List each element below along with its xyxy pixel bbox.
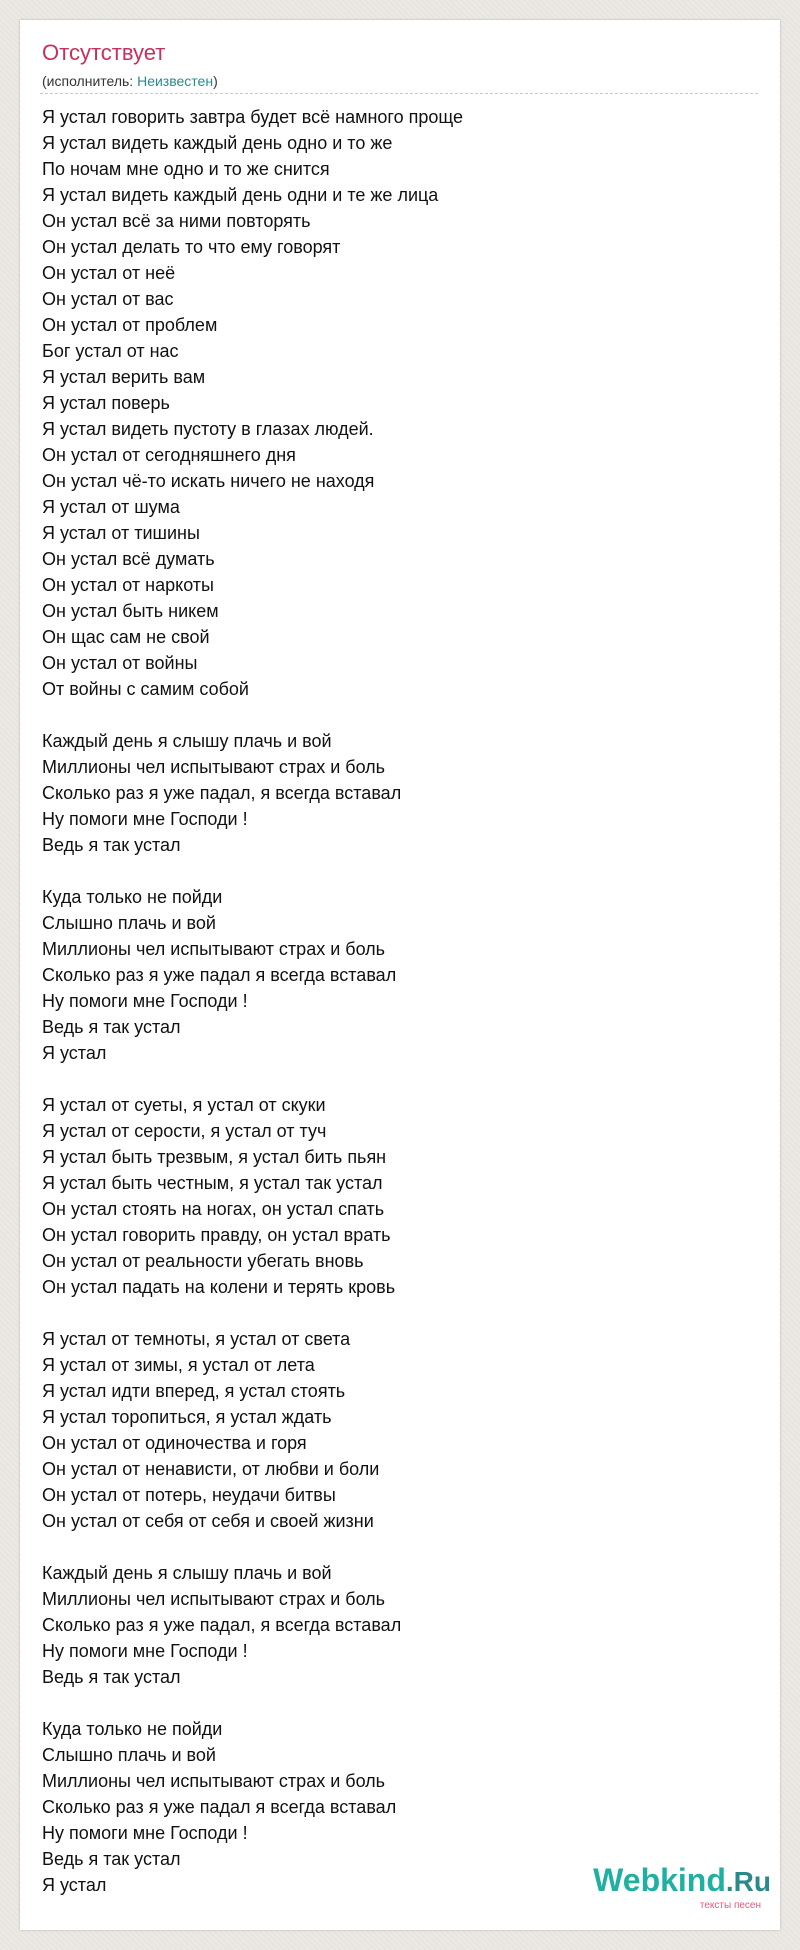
logo-wordmark: Webkind.Ru [593, 1862, 771, 1898]
lyric-line: Я устал быть трезвым, я устал бить пьян [42, 1147, 387, 1167]
lyric-line: Я устал говорить завтра будет всё намного проще [42, 107, 463, 127]
lyrics-stanza [42, 104, 742, 702]
lyric-line: Слышно плачь и вой [42, 913, 216, 933]
lyric-line: От войны с самим собой [42, 679, 249, 699]
lyrics-card [20, 20, 780, 1930]
lyric-line: Ну помоги мне Господи ! [42, 991, 248, 1011]
header-divider [40, 93, 758, 94]
lyric-line: Он устал от одиночества и горя [42, 1433, 307, 1453]
lyric-line: Куда только не пойди [42, 1719, 223, 1739]
lyric-line: Каждый день я слышу плачь и вой [42, 731, 332, 751]
lyric-line: Миллионы чел испытывают страх и боль [42, 757, 386, 777]
lyric-line: Я устал торопиться, я устал ждать [42, 1407, 332, 1427]
artist-link[interactable]: Неизвестен [137, 73, 214, 89]
lyric-line: Я устал идти вперед, я устал стоять [42, 1381, 346, 1401]
lyrics-body [42, 104, 742, 1924]
lyric-line: Слышно плачь и вой [42, 1745, 216, 1765]
lyric-line: Бог устал от нас [42, 341, 179, 361]
lyric-line: Он устал всё думать [42, 549, 215, 569]
lyric-line: Он устал от вас [42, 289, 174, 309]
lyric-line: Он устал падать на колени и терять кровь [42, 1277, 396, 1297]
site-logo[interactable] [586, 1862, 771, 1910]
lyric-line: Он устал от наркоты [42, 575, 214, 595]
lyric-line: Он щас сам не свой [42, 627, 210, 647]
lyric-line: Он устал от проблем [42, 315, 218, 335]
lyric-line: Я устал от тишины [42, 523, 200, 543]
lyric-line: Миллионы чел испытывают страх и боль [42, 939, 386, 959]
lyric-line: Я устал от зимы, я устал от лета [42, 1355, 315, 1375]
logo-tagline: тексты песен [699, 1900, 761, 1911]
lyric-line: Я устал поверь [42, 393, 170, 413]
lyric-line: По ночам мне одно и то же снится [42, 159, 330, 179]
lyric-line: Я устал [42, 1043, 107, 1063]
lyrics-stanza [42, 728, 742, 858]
lyric-line: Он устал от войны [42, 653, 198, 673]
lyrics-stanza [42, 1560, 742, 1690]
lyric-line: Я устал видеть пустоту в глазах людей. [42, 419, 374, 439]
lyric-line: Ну помоги мне Господи ! [42, 1641, 248, 1661]
artist-line [42, 73, 218, 89]
lyric-line: Сколько раз я уже падал я всегда вставал [42, 1797, 397, 1817]
lyric-line: Ну помоги мне Господи ! [42, 809, 248, 829]
lyric-line: Он устал говорить правду, он устал врать [42, 1225, 391, 1245]
lyric-line: Я устал видеть каждый день одни и те же лица [42, 185, 439, 205]
lyric-line: Он устал от потерь, неудачи битвы [42, 1485, 336, 1505]
lyric-line: Каждый день я слышу плачь и вой [42, 1563, 332, 1583]
artist-suffix: ) [213, 73, 218, 89]
song-title: Отсутствует [42, 40, 166, 65]
lyric-line: Я устал от серости, я устал от туч [42, 1121, 327, 1141]
lyrics-stanza [42, 1092, 742, 1300]
lyric-line: Я устал быть честным, я устал так устал [42, 1173, 383, 1193]
lyric-line: Он устал от сегодняшнего дня [42, 445, 296, 465]
lyric-line: Я устал от темноты, я устал от света [42, 1329, 351, 1349]
lyrics-stanza [42, 884, 742, 1066]
lyric-line: Он устал быть никем [42, 601, 219, 621]
lyric-line: Я устал [42, 1875, 107, 1895]
lyric-line: Сколько раз я уже падал, я всегда вставал [42, 1615, 402, 1635]
lyric-line: Ведь я так устал [42, 1849, 181, 1869]
lyric-line: Куда только не пойди [42, 887, 223, 907]
lyric-line: Он устал от неё [42, 263, 176, 283]
lyric-line: Сколько раз я уже падал я всегда вставал [42, 965, 397, 985]
lyric-line: Он устал делать то что ему говорят [42, 237, 341, 257]
lyric-line: Он устал стоять на ногах, он устал спать [42, 1199, 385, 1219]
artist-prefix: (исполнитель: [42, 73, 138, 89]
lyrics-stanza [42, 1326, 742, 1534]
lyric-line: Я устал от суеты, я устал от скуки [42, 1095, 326, 1115]
lyric-line: Миллионы чел испытывают страх и боль [42, 1589, 386, 1609]
lyric-line: Он устал от ненависти, от любви и боли [42, 1459, 380, 1479]
lyric-line: Я устал от шума [42, 497, 180, 517]
lyric-line: Я устал верить вам [42, 367, 206, 387]
lyric-line: Миллионы чел испытывают страх и боль [42, 1771, 386, 1791]
lyric-line: Он устал всё за ними повторять [42, 211, 311, 231]
lyric-line: Ведь я так устал [42, 1667, 181, 1687]
lyric-line: Он устал чё-то искать ничего не находя [42, 471, 375, 491]
lyric-line: Он устал от себя от себя и своей жизни [42, 1511, 374, 1531]
lyric-line: Ну помоги мне Господи ! [42, 1823, 248, 1843]
lyric-line: Ведь я так устал [42, 835, 181, 855]
lyric-line: Он устал от реальности убегать вновь [42, 1251, 364, 1271]
lyric-line: Ведь я так устал [42, 1017, 181, 1037]
lyric-line: Я устал видеть каждый день одно и то же [42, 133, 393, 153]
lyric-line: Сколько раз я уже падал, я всегда вставал [42, 783, 402, 803]
